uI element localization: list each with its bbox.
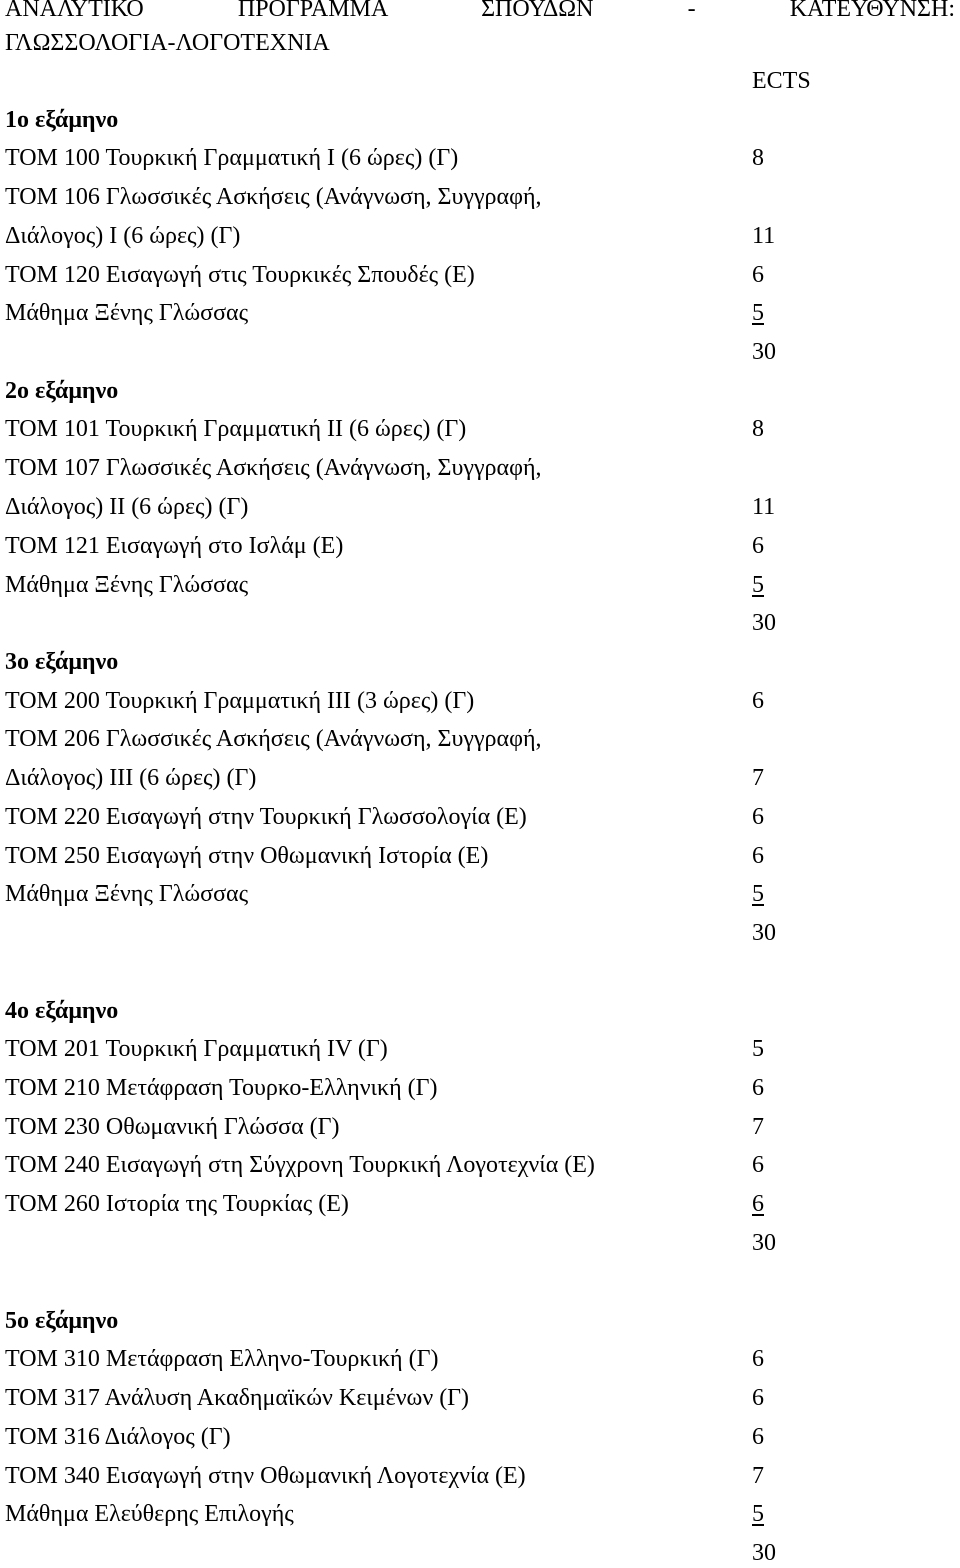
course-name: Διάλογος) ΙΙ (6 ώρες) (Γ) <box>5 494 249 520</box>
title-line-2: ΓΛΩΣΣΟΛΟΓΙΑ-ΛΟΓΟΤΕΧΝΙΑ <box>5 30 330 56</box>
course-ects: 8 <box>752 145 764 171</box>
title-word: ΣΠΟΥΔΩΝ <box>481 0 594 22</box>
course-name: ΤΟΜ 100 Τουρκική Γραμματική Ι (6 ώρες) (Γ) <box>5 145 459 171</box>
title-word: ΠΡΟΓΡΑΜΜΑ <box>237 0 387 22</box>
semester-total: 30 <box>752 1230 776 1256</box>
course-ects: 11 <box>752 494 776 520</box>
title-word: ΑΝΑΛΥΤΙΚΟ <box>5 0 144 22</box>
course-ects: 5 <box>752 572 764 598</box>
course-ects: 7 <box>752 1463 764 1489</box>
course-name: ΤΟΜ 121 Εισαγωγή στο Ισλάμ (Ε) <box>5 533 344 559</box>
title-line-1 <box>5 0 955 24</box>
course-name: Διάλογος) Ι (6 ώρες) (Γ) <box>5 223 241 249</box>
course-ects: 8 <box>752 416 764 442</box>
course-ects: 6 <box>752 1424 764 1450</box>
course-name: ΤΟΜ 101 Τουρκική Γραμματική ΙΙ (6 ώρες) (Γ) <box>5 416 467 442</box>
course-name: Μάθημα Ξένης Γλώσσας <box>5 881 249 907</box>
semester-heading: 1ο εξάμηνο <box>5 107 119 133</box>
course-ects: 7 <box>752 765 764 791</box>
course-ects: 5 <box>752 881 764 907</box>
course-ects: 5 <box>752 300 764 326</box>
semester-total: 30 <box>752 610 776 636</box>
course-name: ΤΟΜ 210 Μετάφραση Τουρκο-Ελληνική (Γ) <box>5 1075 438 1101</box>
course-ects: 5 <box>752 1501 764 1527</box>
course-name: ΤΟΜ 240 Εισαγωγή στη Σύγχρονη Τουρκική Λογοτεχνία (Ε) <box>5 1152 595 1178</box>
course-ects: 6 <box>752 1385 764 1411</box>
course-name: ΤΟΜ 250 Εισαγωγή στην Οθωμανική Ιστορία (Ε) <box>5 843 489 869</box>
semester-heading: 4ο εξάμηνο <box>5 998 119 1024</box>
course-name: ΤΟΜ 260 Ιστορία της Τουρκίας (Ε) <box>5 1191 349 1217</box>
course-ects: 7 <box>752 1114 764 1140</box>
semester-heading: 3ο εξάμηνο <box>5 649 119 675</box>
title-word: ΚΑΤΕΥΘΥΝΣΗ: <box>789 0 956 22</box>
course-name: ΤΟΜ 200 Τουρκική Γραμματική ΙΙΙ (3 ώρες) (Γ) <box>5 688 475 714</box>
course-name: ΤΟΜ 317 Ανάλυση Ακαδημαϊκών Κειμένων (Γ) <box>5 1385 470 1411</box>
course-name: ΤΟΜ 201 Τουρκική Γραμματική IV (Γ) <box>5 1036 388 1062</box>
course-name: ΤΟΜ 206 Γλωσσικές Ασκήσεις (Ανάγνωση, Συγγραφή, <box>5 726 542 752</box>
course-ects: 6 <box>752 1191 764 1217</box>
course-ects: 5 <box>752 1036 764 1062</box>
course-ects: 6 <box>752 804 764 830</box>
course-ects: 6 <box>752 262 764 288</box>
course-name: Μάθημα Ξένης Γλώσσας <box>5 300 249 326</box>
semester-heading: 5ο εξάμηνο <box>5 1308 119 1334</box>
course-ects: 6 <box>752 1075 764 1101</box>
semester-total: 30 <box>752 1540 776 1566</box>
semester-total: 30 <box>752 920 776 946</box>
course-ects: 6 <box>752 533 764 559</box>
course-name: ΤΟΜ 120 Εισαγωγή στις Τουρκικές Σπουδές (Ε) <box>5 262 475 288</box>
course-ects: 11 <box>752 223 776 249</box>
course-ects: 6 <box>752 688 764 714</box>
course-name: ΤΟΜ 220 Εισαγωγή στην Τουρκική Γλωσσολογία (Ε) <box>5 804 527 830</box>
course-name: ΤΟΜ 107 Γλωσσικές Ασκήσεις (Ανάγνωση, Συγγραφή, <box>5 455 542 481</box>
semester-heading: 2ο εξάμηνο <box>5 378 119 404</box>
course-ects: 6 <box>752 1152 764 1178</box>
ects-header: ECTS <box>752 68 811 94</box>
course-name: Μάθημα Ελεύθερης Επιλογής <box>5 1501 294 1527</box>
course-name: ΤΟΜ 310 Μετάφραση Ελληνο-Τουρκική (Γ) <box>5 1346 439 1372</box>
course-name: Μάθημα Ξένης Γλώσσας <box>5 572 249 598</box>
course-ects: 6 <box>752 1346 764 1372</box>
course-name: Διάλογος) ΙΙΙ (6 ώρες) (Γ) <box>5 765 257 791</box>
title-word: - <box>687 0 696 22</box>
course-ects: 6 <box>752 843 764 869</box>
course-name: ΤΟΜ 230 Οθωμανική Γλώσσα (Γ) <box>5 1114 340 1140</box>
semester-total: 30 <box>752 339 776 365</box>
course-name: ΤΟΜ 340 Εισαγωγή στην Οθωμανική Λογοτεχνία (Ε) <box>5 1463 526 1489</box>
course-name: ΤΟΜ 316 Διάλογος (Γ) <box>5 1424 231 1450</box>
course-name: ΤΟΜ 106 Γλωσσικές Ασκήσεις (Ανάγνωση, Συγγραφή, <box>5 184 542 210</box>
